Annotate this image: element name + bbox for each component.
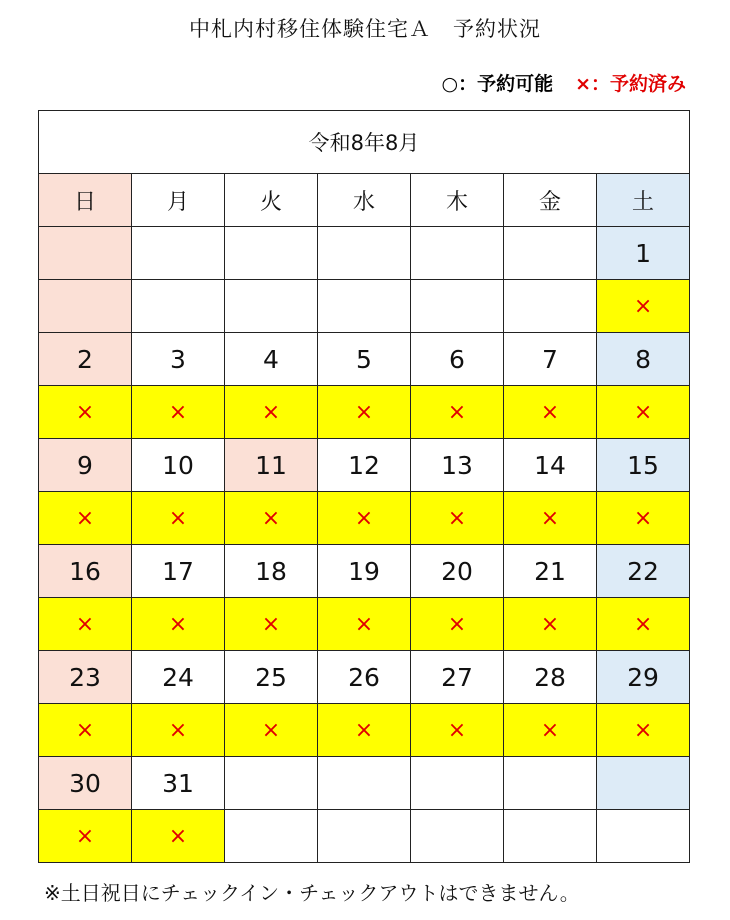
status-cell: ×	[597, 598, 690, 651]
date-cell: 23	[39, 651, 132, 704]
status-cell: ×	[39, 492, 132, 545]
status-cell: ×	[225, 492, 318, 545]
date-cell: 18	[225, 545, 318, 598]
date-cell: 14	[504, 439, 597, 492]
weekday-fri: 金	[504, 174, 597, 227]
status-cell	[318, 810, 411, 863]
legend	[441, 70, 686, 98]
status-row	[39, 810, 690, 863]
status-row	[39, 704, 690, 757]
date-cell: 5	[318, 333, 411, 386]
date-cell	[597, 757, 690, 810]
date-cell: 30	[39, 757, 132, 810]
date-cell: 9	[39, 439, 132, 492]
date-cell: 21	[504, 545, 597, 598]
date-cell: 7	[504, 333, 597, 386]
status-cell: ×	[132, 492, 225, 545]
status-cell: ×	[597, 492, 690, 545]
status-cell	[504, 810, 597, 863]
calendar-table	[38, 110, 690, 863]
date-row	[39, 227, 690, 280]
weekday-tue: 火	[225, 174, 318, 227]
status-cell: ×	[504, 492, 597, 545]
date-cell	[225, 757, 318, 810]
status-cell: ×	[132, 598, 225, 651]
date-cell	[318, 757, 411, 810]
status-cell: ×	[411, 598, 504, 651]
status-cell: ×	[504, 598, 597, 651]
status-row	[39, 280, 690, 333]
date-cell: 12	[318, 439, 411, 492]
date-cell: 26	[318, 651, 411, 704]
weekday-sun: 日	[39, 174, 132, 227]
status-cell	[411, 280, 504, 333]
weekday-thu: 木	[411, 174, 504, 227]
date-cell: 29	[597, 651, 690, 704]
status-cell	[225, 810, 318, 863]
status-cell: ×	[318, 386, 411, 439]
status-cell: ×	[597, 386, 690, 439]
date-cell: 20	[411, 545, 504, 598]
date-cell: 11	[225, 439, 318, 492]
date-cell	[504, 757, 597, 810]
status-cell: ×	[39, 598, 132, 651]
date-cell	[225, 227, 318, 280]
footnote: ※土日祝日にチェックイン・チェックアウトはできません。	[44, 881, 580, 905]
date-cell: 27	[411, 651, 504, 704]
status-cell: ×	[318, 704, 411, 757]
status-cell: ×	[597, 280, 690, 333]
status-row	[39, 598, 690, 651]
date-cell: 31	[132, 757, 225, 810]
date-row	[39, 651, 690, 704]
date-cell: 25	[225, 651, 318, 704]
date-row	[39, 757, 690, 810]
date-cell	[411, 227, 504, 280]
month-header: 令和8年8月	[39, 111, 690, 174]
date-cell: 24	[132, 651, 225, 704]
status-cell: ×	[225, 704, 318, 757]
date-cell: 2	[39, 333, 132, 386]
status-row	[39, 386, 690, 439]
status-cell	[225, 280, 318, 333]
date-cell: 13	[411, 439, 504, 492]
date-cell: 22	[597, 545, 690, 598]
date-cell: 10	[132, 439, 225, 492]
date-cell: 8	[597, 333, 690, 386]
status-cell	[504, 280, 597, 333]
weekday-sat: 土	[597, 174, 690, 227]
date-cell: 1	[597, 227, 690, 280]
status-cell: ×	[597, 704, 690, 757]
date-cell: 6	[411, 333, 504, 386]
date-cell: 28	[504, 651, 597, 704]
status-cell: ×	[39, 704, 132, 757]
status-cell: ×	[39, 810, 132, 863]
status-cell	[318, 280, 411, 333]
weekday-mon: 月	[132, 174, 225, 227]
date-cell	[132, 227, 225, 280]
status-cell	[411, 810, 504, 863]
date-cell	[411, 757, 504, 810]
status-cell: ×	[132, 810, 225, 863]
status-row	[39, 492, 690, 545]
status-cell: ×	[504, 386, 597, 439]
date-cell: 15	[597, 439, 690, 492]
date-cell	[504, 227, 597, 280]
date-cell: 16	[39, 545, 132, 598]
status-cell	[132, 280, 225, 333]
legend-booked: ×：予約済み	[575, 73, 686, 95]
status-cell: ×	[411, 704, 504, 757]
status-cell: ×	[318, 492, 411, 545]
status-cell: ×	[132, 704, 225, 757]
date-cell	[318, 227, 411, 280]
status-cell	[597, 810, 690, 863]
date-row	[39, 333, 690, 386]
status-cell: ×	[225, 386, 318, 439]
date-row	[39, 545, 690, 598]
date-cell: 4	[225, 333, 318, 386]
date-cell: 17	[132, 545, 225, 598]
status-cell: ×	[318, 598, 411, 651]
status-cell: ×	[411, 492, 504, 545]
legend-available: ○：予約可能	[441, 73, 554, 95]
status-cell: ×	[504, 704, 597, 757]
date-cell: 19	[318, 545, 411, 598]
date-cell: 3	[132, 333, 225, 386]
status-cell	[39, 280, 132, 333]
status-cell: ×	[132, 386, 225, 439]
status-cell: ×	[411, 386, 504, 439]
date-cell	[39, 227, 132, 280]
date-row	[39, 439, 690, 492]
status-cell: ×	[39, 386, 132, 439]
weekday-wed: 水	[318, 174, 411, 227]
status-cell: ×	[225, 598, 318, 651]
page-title: 中札内村移住体験住宅Ａ 予約状況	[189, 17, 541, 41]
